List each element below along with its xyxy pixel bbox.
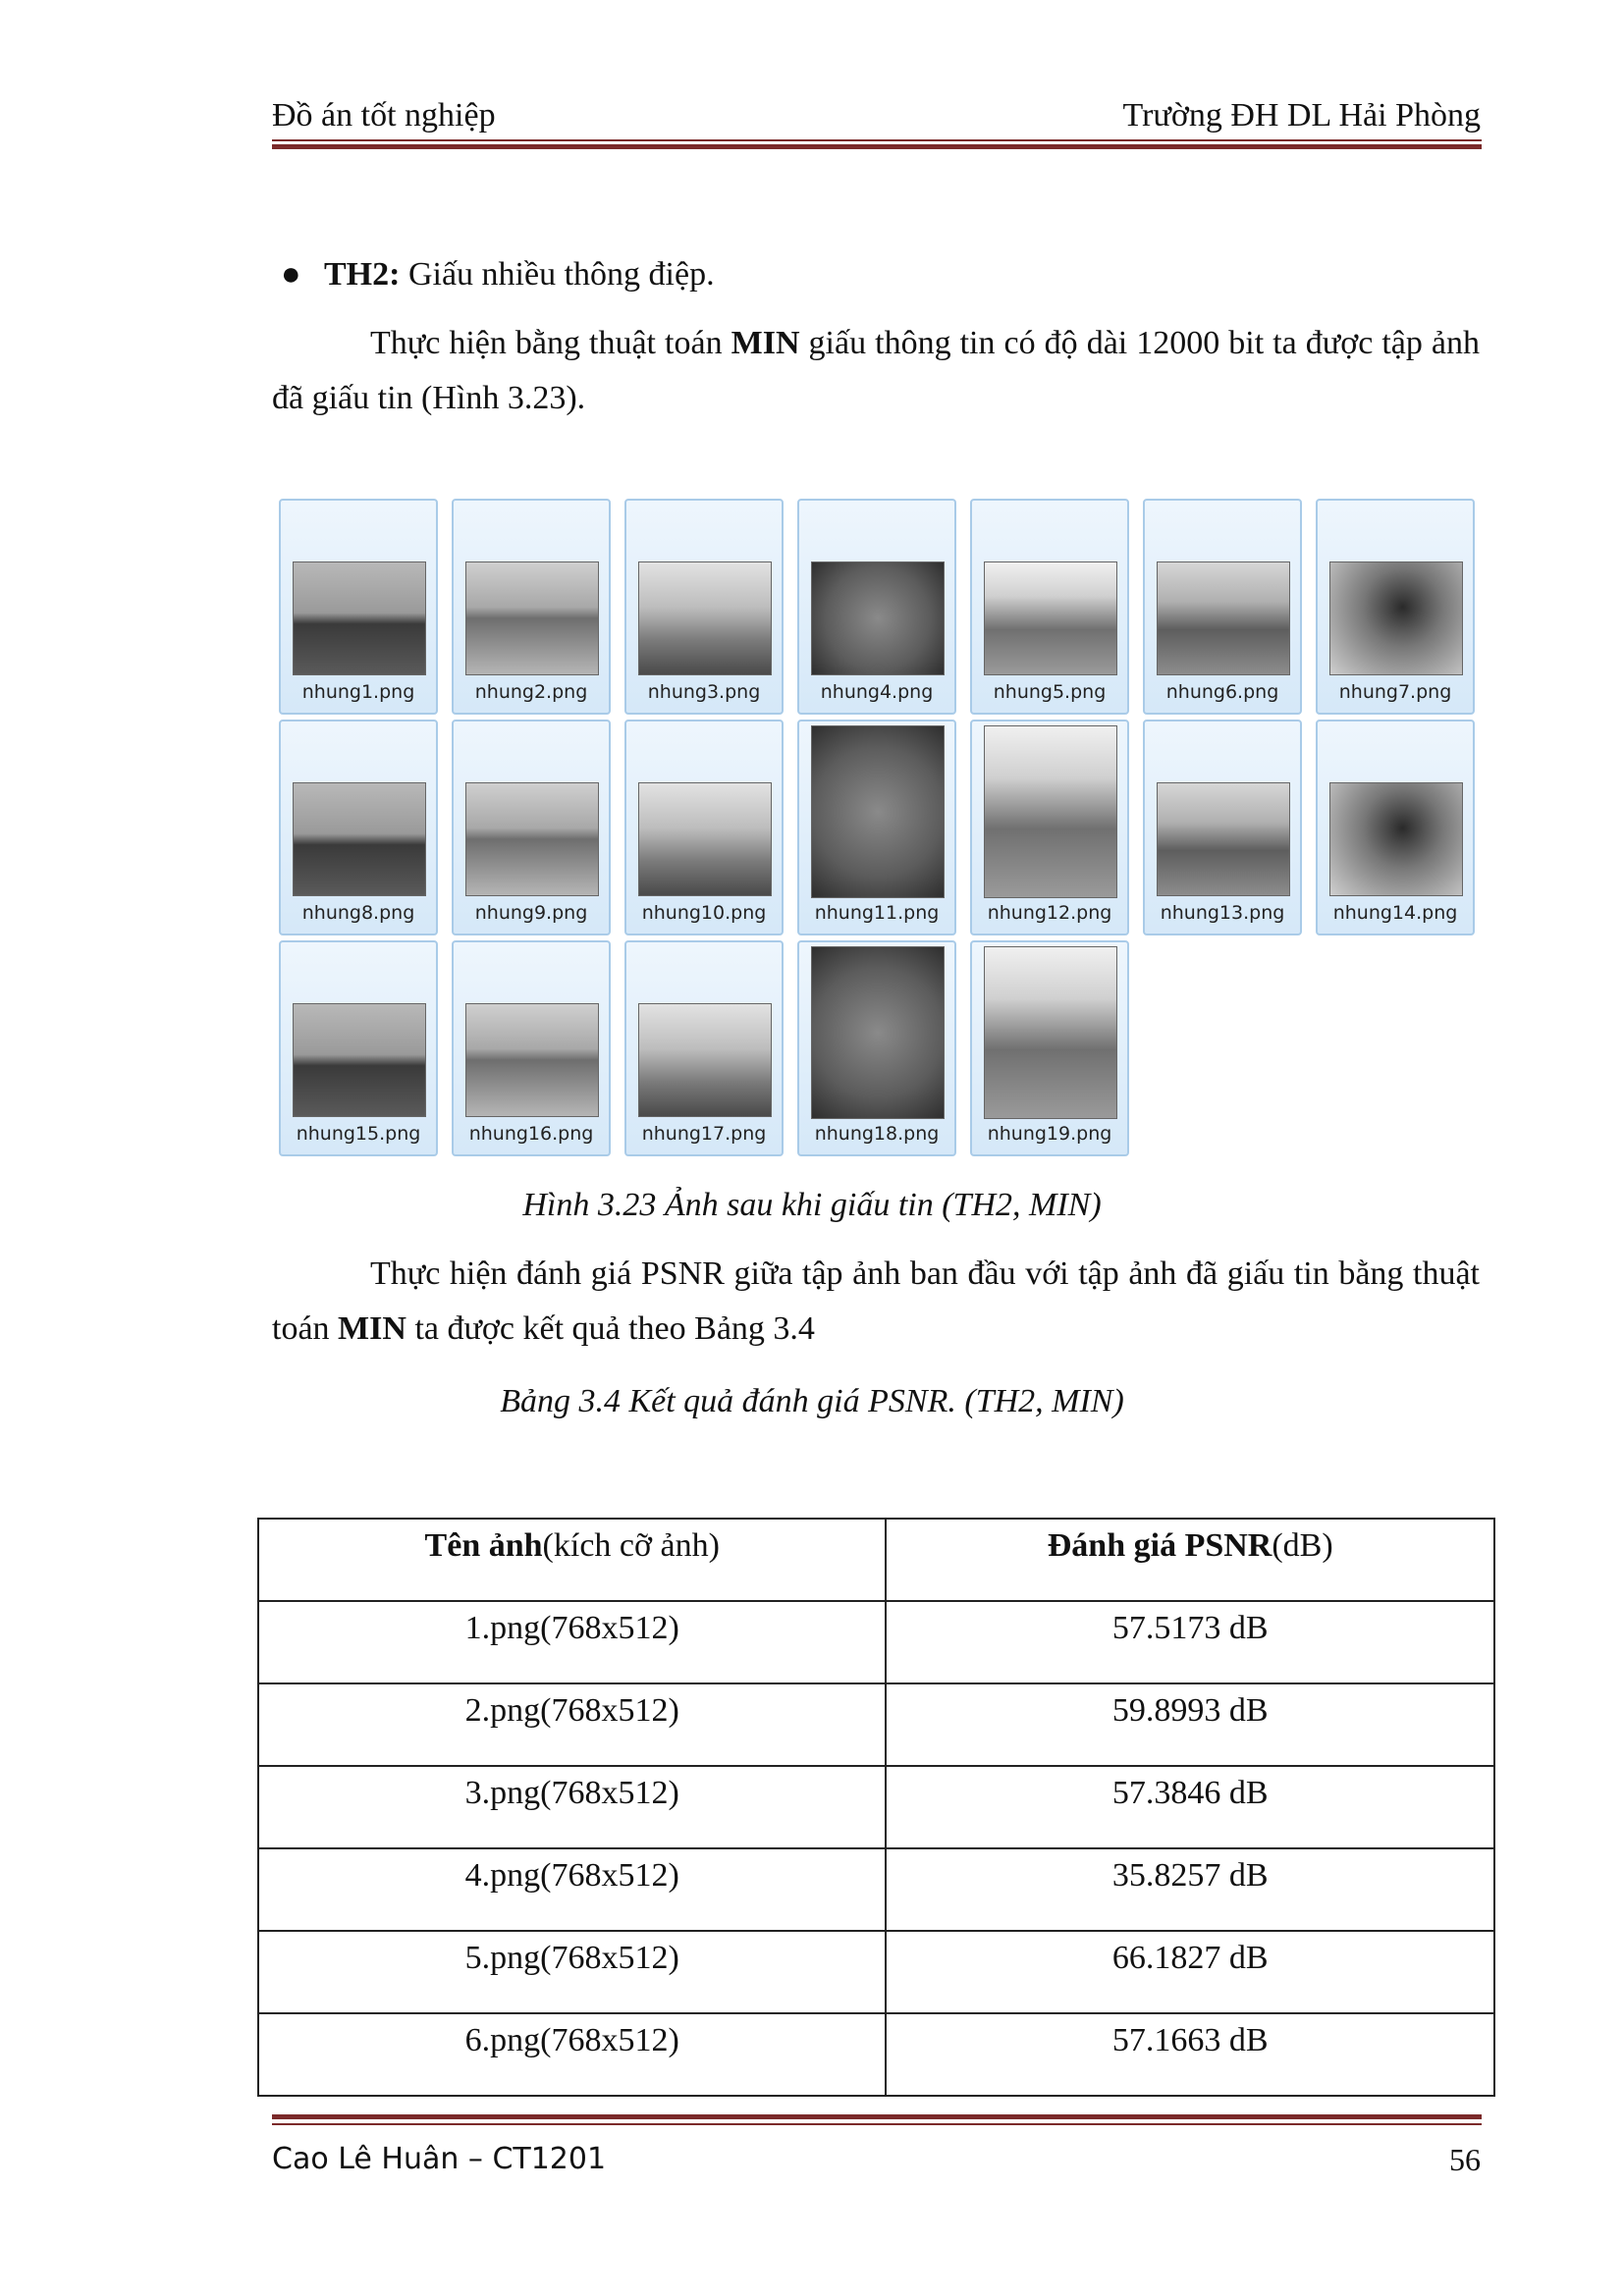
thumbnail-filename: nhung12.png (987, 902, 1112, 924)
thumbnail-tile[interactable] (279, 940, 438, 1156)
thumbnail-filename: nhung10.png (641, 902, 767, 924)
header-left: Đồ án tốt nghiệp (272, 97, 496, 133)
paragraph-2-bold: MIN (338, 1310, 406, 1347)
thumbnail-tile[interactable] (624, 720, 784, 935)
cell-psnr: 59.8993 dB (886, 1683, 1494, 1766)
thumbnail-filename: nhung17.png (641, 1123, 767, 1145)
thumbnail-filename: nhung7.png (1338, 681, 1452, 703)
thumbnail-tile[interactable] (1316, 720, 1475, 935)
psnr-table (257, 1518, 1495, 2097)
table-row (258, 2013, 1494, 2096)
thumbnail-image (811, 946, 945, 1119)
thumbnail-filename: nhung8.png (301, 902, 415, 924)
thumbnail-tile[interactable] (797, 720, 956, 935)
thumbnail-image (1329, 561, 1463, 675)
thumbnail-tile[interactable] (1143, 720, 1302, 935)
cell-image: 1.png(768x512) (258, 1601, 886, 1683)
bullet-item (281, 247, 715, 302)
cell-psnr: 35.8257 dB (886, 1848, 1494, 1931)
thumbnail-filename: nhung16.png (468, 1123, 594, 1145)
cell-image: 5.png(768x512) (258, 1931, 886, 2013)
col-header-psnr-bold: Đánh giá PSNR (1047, 1527, 1272, 1564)
table-row (258, 1766, 1494, 1848)
thumbnail-tile[interactable] (279, 499, 438, 715)
table-row (258, 1931, 1494, 2013)
col-header-name-rest: (kích cỡ ảnh) (542, 1527, 720, 1564)
table-row (258, 1601, 1494, 1683)
thumbnail-tile[interactable] (624, 940, 784, 1156)
col-header-name-bold: Tên ảnh (424, 1527, 543, 1564)
cell-image: 6.png(768x512) (258, 2013, 886, 2096)
thumbnail-tile[interactable] (797, 940, 956, 1156)
thumbnail-tile[interactable] (624, 499, 784, 715)
header-right: Trường ĐH DL Hải Phòng (1122, 97, 1481, 133)
thumbnail-tile[interactable] (970, 940, 1129, 1156)
footer-left: Cao Lê Huân – CT1201 (272, 2142, 607, 2176)
thumbnail-tile[interactable] (279, 720, 438, 935)
header-rule-thin (272, 139, 1482, 141)
thumbnail-image (984, 725, 1117, 898)
thumbnail-image (638, 782, 772, 896)
paragraph-1-bold: MIN (731, 325, 800, 361)
col-header-psnr-rest: (dB) (1272, 1527, 1333, 1564)
thumbnail-image (638, 1003, 772, 1117)
thumbnail-image (465, 1003, 599, 1117)
table-row (258, 1683, 1494, 1766)
footer-rule-thin (272, 2123, 1482, 2125)
cell-psnr: 57.3846 dB (886, 1766, 1494, 1848)
thumbnail-filename: nhung13.png (1160, 902, 1285, 924)
bullet-text: Giấu nhiều thông điệp. (400, 256, 715, 293)
thumbnail-image (1157, 561, 1290, 675)
cell-psnr: 66.1827 dB (886, 1931, 1494, 2013)
col-header-psnr (886, 1519, 1494, 1601)
thumbnail-image (293, 782, 426, 896)
thumbnail-filename: nhung5.png (993, 681, 1107, 703)
thumbnail-image (293, 1003, 426, 1117)
paragraph-1 (272, 316, 1480, 426)
thumbnail-tile[interactable] (1316, 499, 1475, 715)
thumbnail-filename: nhung19.png (987, 1123, 1112, 1145)
thumbnail-image (811, 725, 945, 898)
thumbnail-tile[interactable] (970, 499, 1129, 715)
cell-image: 4.png(768x512) (258, 1848, 886, 1931)
paragraph-2 (272, 1247, 1480, 1357)
table-row (258, 1848, 1494, 1931)
table-header-row (258, 1519, 1494, 1601)
thumbnail-filename: nhung15.png (296, 1123, 421, 1145)
paragraph-1-post: giấu thông tin có độ dài 12000 bit ta được tập ảnh đã giấu tin (Hình 3.23). (272, 325, 1481, 416)
cell-psnr: 57.5173 dB (886, 1601, 1494, 1683)
thumbnail-tile[interactable] (797, 499, 956, 715)
thumbnail-filename: nhung1.png (301, 681, 415, 703)
footer-page-number: 56 (1449, 2142, 1481, 2177)
thumbnail-image (1329, 782, 1463, 896)
paragraph-2-pre: Thực hiện đánh giá PSNR giữa tập ảnh ban đầu với tập ảnh đã giấu tin bằng thuật toán (272, 1255, 1480, 1347)
cell-psnr: 57.1663 dB (886, 2013, 1494, 2096)
footer-rule-thick (272, 2114, 1482, 2119)
col-header-name (258, 1519, 886, 1601)
bullet-dot-icon: ● (281, 256, 301, 293)
thumbnail-tile[interactable] (970, 720, 1129, 935)
thumbnail-image (984, 561, 1117, 675)
thumbnail-tile[interactable] (452, 940, 611, 1156)
cell-image: 3.png(768x512) (258, 1766, 886, 1848)
header-rule-thick (272, 144, 1482, 149)
paragraph-2-post: ta được kết quả theo Bảng 3.4 (406, 1310, 815, 1347)
figure-caption: Hình 3.23 Ảnh sau khi giấu tin (TH2, MIN) (522, 1187, 1102, 1223)
thumbnail-filename: nhung18.png (814, 1123, 940, 1145)
thumbnail-filename: nhung2.png (474, 681, 588, 703)
thumbnail-image (638, 561, 772, 675)
thumbnail-image (1157, 782, 1290, 896)
thumbnail-filename: nhung9.png (474, 902, 588, 924)
thumbnail-image (465, 561, 599, 675)
bullet-title: TH2: (324, 256, 401, 293)
thumbnail-tile[interactable] (1143, 499, 1302, 715)
thumbnail-image (984, 946, 1117, 1119)
paragraph-1-pre: Thực hiện bằng thuật toán (370, 325, 731, 361)
image-grid-figure (277, 495, 1483, 1176)
thumbnail-tile[interactable] (452, 499, 611, 715)
cell-image: 2.png(768x512) (258, 1683, 886, 1766)
thumbnail-filename: nhung11.png (814, 902, 940, 924)
thumbnail-filename: nhung6.png (1165, 681, 1279, 703)
table-caption: Bảng 3.4 Kết quả đánh giá PSNR. (TH2, MIN) (500, 1383, 1124, 1419)
thumbnail-image (293, 561, 426, 675)
thumbnail-image (811, 561, 945, 675)
thumbnail-image (465, 782, 599, 896)
thumbnail-tile[interactable] (452, 720, 611, 935)
thumbnail-filename: nhung14.png (1332, 902, 1458, 924)
thumbnail-filename: nhung3.png (647, 681, 761, 703)
thumbnail-filename: nhung4.png (820, 681, 934, 703)
